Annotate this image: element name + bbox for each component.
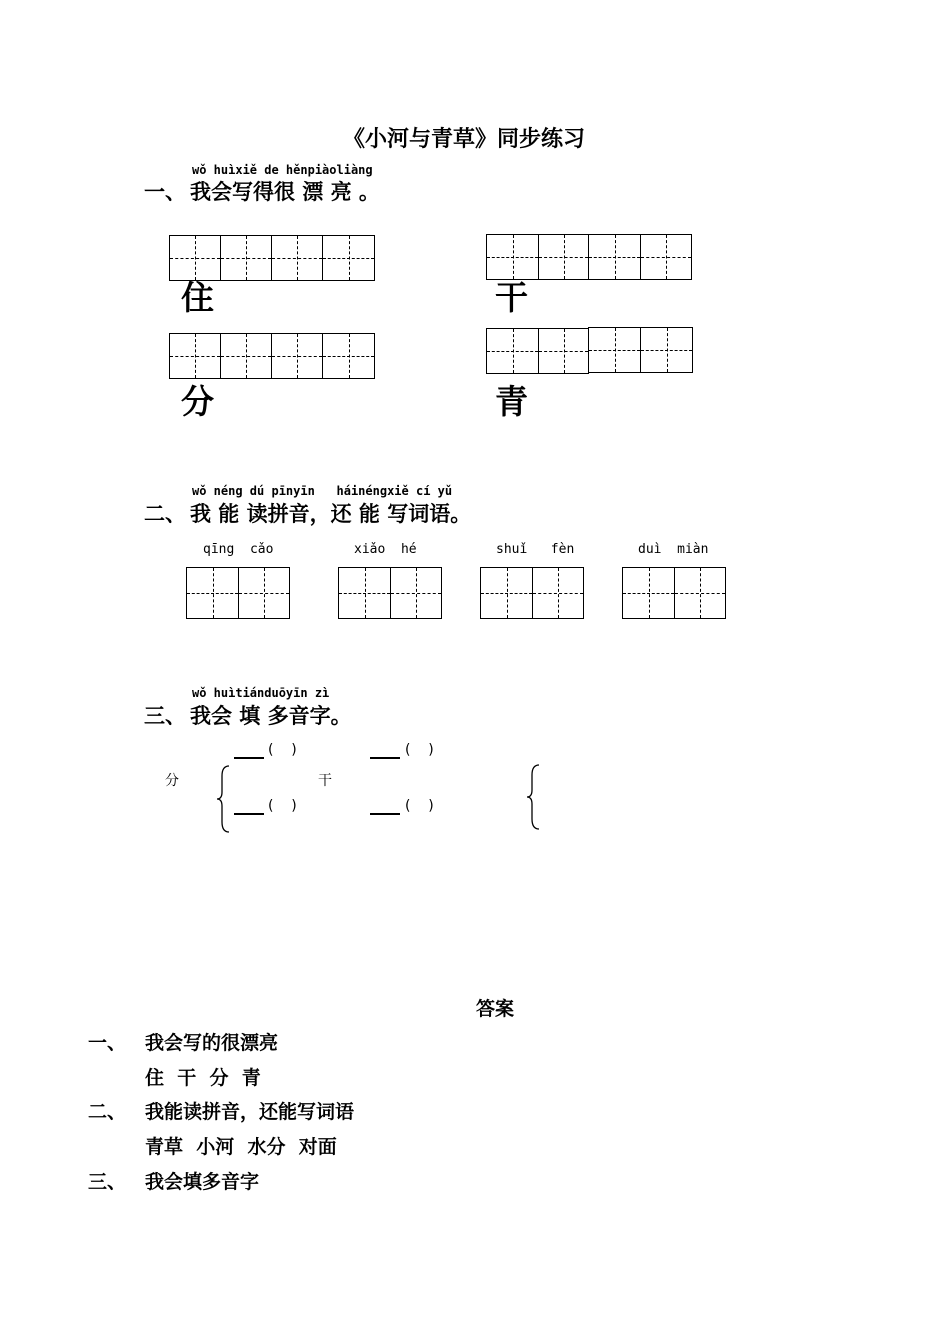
grid-cell[interactable]: [588, 327, 641, 373]
grid-cell[interactable]: [588, 234, 641, 280]
pinyin-paren[interactable]: ( ): [405, 742, 434, 758]
section2-number: 二、: [144, 502, 186, 526]
answer-line: 我会填多音字: [145, 1171, 260, 1193]
left-brace-icon: [216, 764, 232, 834]
word-grid-cell[interactable]: [622, 567, 675, 619]
grid-cell[interactable]: [271, 235, 323, 281]
grid-cell[interactable]: [169, 333, 221, 379]
model-char-4: 青: [495, 382, 528, 421]
answer-number: 一、: [88, 1032, 127, 1054]
polyphone-char-2: 干: [318, 773, 332, 789]
word-grid-cell[interactable]: [338, 567, 391, 619]
answer-blank[interactable]: [234, 757, 264, 759]
pinyin-paren[interactable]: ( ): [405, 798, 434, 814]
section2-heading: 我 能 读拼音，还 能 写词语。: [190, 502, 472, 526]
word-grid-cell[interactable]: [186, 567, 239, 619]
polyphone-char-1: 分: [165, 773, 179, 789]
grid-cell[interactable]: [220, 333, 272, 379]
model-char-3: 分: [181, 382, 214, 421]
word-grid-cell[interactable]: [238, 567, 290, 619]
page-title: 《小河与青草》同步练习: [343, 127, 586, 152]
answer-number: 二、: [88, 1101, 127, 1123]
word-pinyin: qīng cǎo: [203, 542, 274, 557]
answer-blank[interactable]: [370, 757, 400, 759]
section2-pinyin: wǒ néng dú pīnyīn háinéngxiě cí yǔ: [192, 484, 453, 498]
grid-cell[interactable]: [538, 234, 589, 280]
section3-number: 三、: [144, 704, 186, 728]
grid-cell[interactable]: [220, 235, 272, 281]
pinyin-paren[interactable]: ( ): [268, 798, 297, 814]
answer-blank[interactable]: [234, 813, 264, 815]
word-pinyin: duì miàn: [638, 542, 709, 557]
section3-pinyin: wǒ huìtiánduōyīn zì: [192, 686, 330, 700]
left-brace-icon: [526, 763, 542, 831]
word-grid-cell[interactable]: [480, 567, 533, 619]
section1-heading: 我会写得很 漂 亮 。: [190, 180, 380, 204]
answer-number: 三、: [88, 1171, 127, 1193]
section1-number: 一、: [144, 180, 186, 204]
section1-pinyin: wǒ huìxiě de hěnpiàoliàng: [192, 163, 373, 177]
pinyin-paren[interactable]: ( ): [268, 742, 297, 758]
word-grid-cell[interactable]: [532, 567, 584, 619]
grid-cell[interactable]: [640, 327, 693, 373]
grid-cell[interactable]: [322, 333, 375, 379]
answer-line: 青草 小河 水分 对面: [145, 1136, 337, 1158]
answer-line: 我能读拼音，还能写词语: [145, 1101, 355, 1123]
answer-blank[interactable]: [370, 813, 400, 815]
grid-cell[interactable]: [640, 234, 692, 280]
word-grid-cell[interactable]: [674, 567, 726, 619]
grid-cell[interactable]: [271, 333, 323, 379]
section3-heading: 我会 填 多音字。: [190, 704, 352, 728]
model-char-2: 干: [495, 278, 528, 317]
word-grid-cell[interactable]: [390, 567, 442, 619]
grid-cell[interactable]: [486, 328, 539, 374]
answer-line: 住 干 分 青: [145, 1067, 261, 1089]
answer-heading: 答案: [476, 998, 515, 1020]
word-pinyin: xiǎo hé: [354, 542, 417, 557]
model-char-1: 住: [181, 278, 214, 317]
grid-cell[interactable]: [322, 235, 375, 281]
answer-line: 我会写的很漂亮: [145, 1032, 279, 1054]
grid-cell[interactable]: [538, 328, 589, 374]
word-pinyin: shuǐ fèn: [496, 542, 575, 557]
